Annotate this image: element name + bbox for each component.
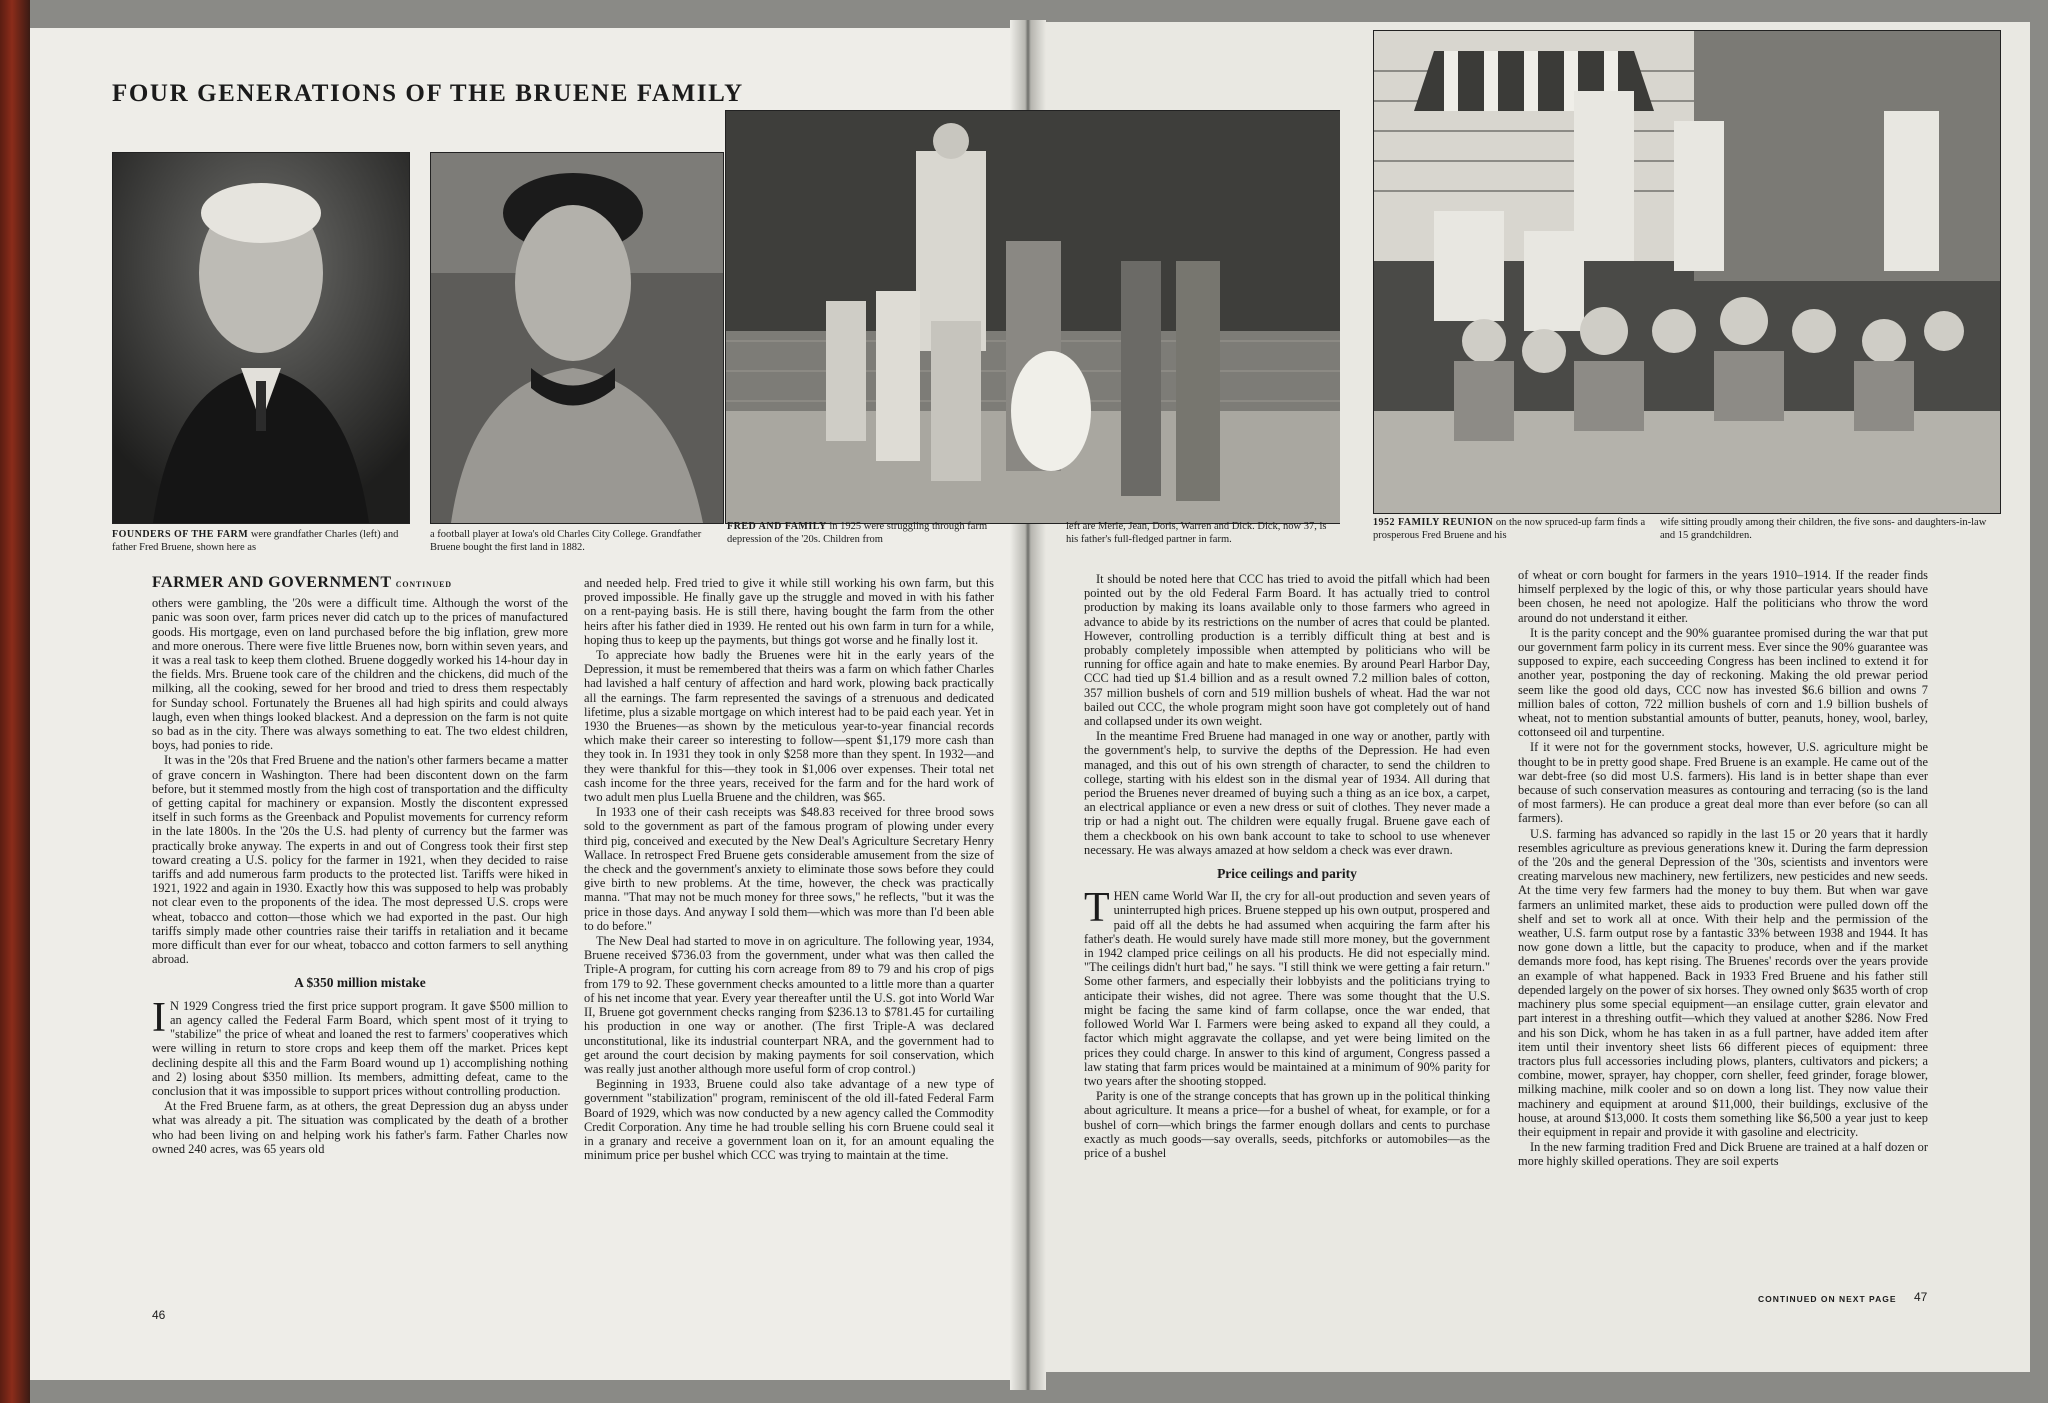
page-headline: FOUR GENERATIONS OF THE BRUENE FAMILY xyxy=(112,80,744,107)
article-column-2 xyxy=(584,576,994,1163)
paragraph: others were gambling, the '20s were a difficult time. Although the worst of the panic was soon over, farm prices never did catch up to the prices of manufactured goods. His mortgage, even on land purchased before the big inflation, grew more and more onerous. There were five little Bruenes now, born within seven years, and it was a real task to keep them clothed. Bruene doggedly worked his 14-hour day in the fields. Mrs. Bruene took care of the children and the chickens, did much of the milking, all the cooking, sewed for her brood and tried to dress them respectably for Sunday school. Fortunately the Bruenes all had high spirits and could always laugh, even when things looked blackest. And a depression on the farm is not quite so bad as in the city. There was always something to eat. The two eldest children, boys, had ponies to ride. xyxy=(152,596,568,753)
subhead-350-million: A $350 million mistake xyxy=(294,975,426,991)
paragraph: At the Fred Bruene farm, as at others, the great Depression dug an abyss under what was already a pit. The situation was complicated by the death of a brother who had been living on and helping work his father's farm. Father Charles now owned 240 acres, was 65 years old xyxy=(152,1099,568,1156)
paragraph: U.S. farming has advanced so rapidly in the last 15 or 20 years that it hardly resembles agriculture as previous generations knew it. During the farm depression of the '20s and the general Depression of the '30s, scientists and inventors were creating marvelous new machinery, new fertilizers, new pesticides and new seeds. At the time very few farmers had the money to buy them. But when war gave farmers an unlimited market, these aids to production were pulled down off the shelf and set to work all at once. With their help and the permission of the weather, U.S. farm output rose by a fantastic 33% between 1938 and 1944. It has now gone down a little, but the capacity to produce, when and if the market demands more food, has kept rising. The Bruenes' records over the years provide an example of what happened. Back in 1933 Fred Bruene and his father still depended largely on the power of six horses. They owned only $635 worth of crop machinery plus some special equipment—an ensilage cutter, grain elevator and part interest in a threshing outfit—which they valued at another $286. Now Fred and his son Dick, whom he has taken in as a full partner, have added item after item until their inventory sheet lists 66 different pieces of equipment: three tractors plus full accessories including plows, planters, cultivators and pickers; a combine, mower, sprayer, hay chopper, corn sheller, feed grinder, forage blower, milking machine, milk cooler and so on down a long list. They now value their machinery and equipment at around $11,000, their buildings, exclusive of the house, at around $13,000. It costs them something like $6,500 a year just to keep their equipment in repair and provide it with gasoline and electricity. xyxy=(1518,826,1928,1139)
paragraph: If it were not for the government stocks, however, U.S. agriculture might be thought to be in pretty good shape. Fred Bruene is an example. He came out of the war debt-free (so did most U.S. farmers). His land is in better shape than ever because of such conservation measures as contouring and terracing (so is the land of most farmers). He can produce a great deal more than ever before (so can all farmers). xyxy=(1518,740,1928,826)
article-column-3 xyxy=(1084,572,1490,1161)
article-column-4 xyxy=(1518,568,1928,1170)
paragraph: I N 1929 Congress tried the first price support program. It gave $500 million to an agency called the Federal Farm Board, which spent most of it trying to "stabilize" the price of wheat and loaned the rest to farmers' cooperatives which were willing in return to store crops and keep them off the market. Prices kept declining despite all this and the Farm Board wound up 1) accomplishing nothing and 2) losing about $350 million. Its members, admitting defeat, came to the conclusion that it was impossible to support prices without controlling production. xyxy=(152,994,568,1098)
paragraph: Parity is one of the strange concepts that has grown up in the political thinking about agriculture. It means a price—for a bushel of wheat, for example, or for a bushel of corn—which brings the farmer enough dollars and cents to purchase exactly as much goods—say overalls, seeds, pitchforks or automobiles—as the price of a bushel xyxy=(1084,1089,1490,1160)
caption-founders: FOUNDERS OF THE FARM were grandfather Charles (left) and father Fred Bruene, shown here as xyxy=(112,529,399,553)
paragraph: In 1933 one of their cash receipts was $48.83 received for three brood sows sold to the government as part of the famous program of plowing under every third pig, conceived and executed by the New Deal's Agriculture Secretary Henry Wallace. In retrospect Fred Bruene gets considerable amusement from the size of the check and the government's anxiety to eliminate those sows before they could give birth to new problems. At the time, however, the check was practically manna. "That may not be much money for three sows," he reflects, "but it was the price in those days. And anyway I sold them—which was more than I'd been able to do before." xyxy=(584,805,994,933)
subhead-price-ceilings: Price ceilings and parity xyxy=(1217,866,1357,882)
dropcap: I xyxy=(152,994,166,1041)
photo-fred-and-family-1925 xyxy=(725,110,1340,524)
caption-reunion-continued: wife sitting proudly among their children, the five sons- and daughters-in-law and 15 grandchildren. xyxy=(1660,517,1987,541)
photo-young-fred-football xyxy=(430,152,724,524)
paragraph: It is the parity concept and the 90% guarantee promised during the war that put our government farm policy in its current mess. Ever since the 90% guarantee was supposed to expire, each succeeding Congress has been inclined to extend it for another year, postponing the day of reckoning. Making the old prewar period seem like the good old days, CCC now has invested $6.6 billion and owns 7 million bales of cotton, 722 million bushels of corn and 1.9 billion bushels of wheat, not to mention substantial amounts of butter, peanuts, honey, wool, barley, cottonseed oil and turpentine. xyxy=(1518,625,1928,740)
paragraph: In the new farming tradition Fred and Dick Bruene are trained at a half dozen or more highly skilled operations. They are soil experts xyxy=(1518,1140,1928,1169)
photo-1952-family-reunion xyxy=(1373,30,2001,514)
paragraph: It was in the '20s that Fred Bruene and the nation's other farmers became a matter of grave concern in Washington. There had been discontent down on the farm before, but it stemmed mostly from the high cost of transportation and the difficulty of getting capital for machinery or expansion. Mostly the discontent expressed itself in such forms as the Greenback and Populist movements for currency reform in the late 1800s. In the '20s the U.S. had plenty of currency but the farmer was practically broke anyway. The experts in and out of Congress took their first step toward creating a U.S. policy for the farmer in 1921, when they decided to raise tariffs and add numerous farm products to the protected list. Tariffs were hiked in 1921, 1922 and again in 1930. Exactly how this was supposed to help was probably not clear even to the proponents of the idea. The most depressed U.S. crops were wheat, tobacco and cotton—those which we had exported in the past. Our high tariffs simply made other countries raise their tariffs in retaliation and it became more difficult than ever for our wheat, tobacco and cotton farmers to sell anything abroad. xyxy=(152,753,568,967)
continued-on-next-page: CONTINUED ON NEXT PAGE xyxy=(1758,1294,1897,1304)
paragraph: In the meantime Fred Bruene had managed in one way or another, partly with the government's help, to survive the depths of the Depression. He had even managed, and this out of his own strength of character, to send the children to college, starting with his eldest son in the dismal year of 1934. All during that period the Bruenes never dreamed of buying such a thing as an ice box, a carpet, an electrical appliance or even a new dress or suit of clothes. They never made a trip or had a night out. The children were equally frugal. Bruene gave each of them a checkbook on his own bank account to take to school to use whenever necessary. He was always amazed at how seldom a check was ever drawn. xyxy=(1084,729,1490,857)
section-title: FARMER AND GOVERNMENT CONTINUED xyxy=(152,574,452,591)
paragraph: Beginning in 1933, Bruene could also take advantage of a new type of government "stabilization" program, reminiscent of the old ill-fated Federal Farm Board of 1929, which was now conducted by a new agency called the Commodity Credit Corporation. Any time he had trouble selling his corn Bruene could seal it in a granary and receive a government loan on it, for an amount equaling the minimum price per bushel which CCC was trying to maintain at the time. xyxy=(584,1077,994,1163)
paragraph: To appreciate how badly the Bruenes were hit in the early years of the Depression, it must be remembered that theirs was a farm on which father Charles had lavished a half century of affection and hard work, plowing back practically all the earnings. The farm represented the savings of a strenuous and dedicated lifetime, plus a sizable mortgage on which interest had to be paid each year. Yet in 1930 the Bruenes—as shown by the meticulous year-to-year financial records which make their career so interesting to follow—spent $1,179 more cash than they took in. In 1931 they took in only $258 more than they spent. In 1932—and they were thankful for this—they took in $1,006 over expenses. Their total net cash income for the three years, received for the farm and for the hard work of two adult men plus Luella Bruene and the children, was $65. xyxy=(584,648,994,805)
paragraph: It should be noted here that CCC has tried to avoid the pitfall which had been pointed out by the old Federal Farm Board. It has actually tried to control production by making its loans available only to those farmers who agreed in advance to abide by its restrictions on the number of acres that could be planted. However, controlling production is a terribly difficult thing at best and is probably completely impossible when attempted by politicians who will be running for office again and hate to make enemies. By around Pearl Harbor Day, CCC had tied up $1.4 billion and as a result owned 7.2 million bales of cotton, 357 million bushels of corn and 519 million bushels of wheat. Had the war not bailed out CCC, the whole program might soon have got completely out of hand and collapsed under its own weight. xyxy=(1084,572,1490,729)
article-column-1 xyxy=(152,576,568,1157)
paragraph: and needed help. Fred tried to give it while still working his own farm, but this proved impossible. He finally gave up the struggle and moved in with his father on a rent-paying basis. He is still there, having bought the farm from the other heirs after his father died in 1939. He rented out his own farm in turn for a while, hoping thus to keep up the payments, but things got worse and he finally lost it. xyxy=(584,576,994,647)
paragraph: The New Deal had started to move in on agriculture. The following year, 1934, Bruene received $736.03 from the government, under what was then called the Triple-A program, for cutting his corn acreage from 89 to 79 and his crop of pigs from 179 to 92. These government checks amounted to a little more than a quarter of his net income that year. Every year thereafter until the U.S. got into World War II, Bruene got government checks ranging from $236.13 to $781.45 for curtailing his production in one way or another. (The first Triple-A was declared unconstitutional, like its industrial counterpart NRA, and the government had to get around the court decision by making payments for soil conservation, which was really just another although more useful form of crop control.) xyxy=(584,934,994,1076)
caption-reunion: 1952 FAMILY REUNION on the now spruced-up farm finds a prosperous Fred Bruene and his xyxy=(1373,517,1646,541)
caption-children: left are Merle, Jean, Doris, Warren and Dick. Dick, now 37, is his father's full-fledged partner in farm. xyxy=(1066,521,1327,545)
magazine-spine xyxy=(0,0,30,1403)
caption-football: a football player at Iowa's old Charles City College. Grandfather Bruene bought the first land in 1882. xyxy=(430,529,702,553)
dropcap: T xyxy=(1084,885,1110,932)
paragraph: of wheat or corn bought for farmers in the years 1910–1914. If the reader finds himself perplexed by the logic of this, or why those particular years should have been chosen, he need not apologize. Half the politicians who throw the word around do not understand it either. xyxy=(1518,568,1928,625)
page-number-left: 46 xyxy=(152,1308,166,1322)
paragraph: THEN came World War II, the cry for all-out production and seven years of uninterrupted high prices. Bruene stepped up his own output, prospered and paid off all the debts he had assumed when acquiring the farm after his father's death. He would surely have made still more money, but the government in 1942 clamped price ceilings on all his products. He did not especially mind. "The ceilings didn't hurt bad," he says. "I still think we were getting a fair return." Some other farmers, and especially their lobbyists and the politicians trying to anticipate their wishes, did not agree. There was some thought that the U.S. might be facing the same kind of farm collapse, once the war ended, that followed World War I. Farmers were being asked to expand all they could, a factor which might aggravate the collapse, and yet were being limited on the prices they could charge. In answer to this kind of argument, Congress passed a law stating that farm prices would be maintained at a minimum of 90% parity for two years after the shooting stopped. xyxy=(1084,885,1490,1088)
caption-fred-family: FRED AND FAMILY in 1925 were struggling through farm depression of the '20s. Children from xyxy=(727,521,988,545)
photo-grandfather-charles xyxy=(112,152,410,524)
page-number-right: 47 xyxy=(1914,1290,1928,1304)
